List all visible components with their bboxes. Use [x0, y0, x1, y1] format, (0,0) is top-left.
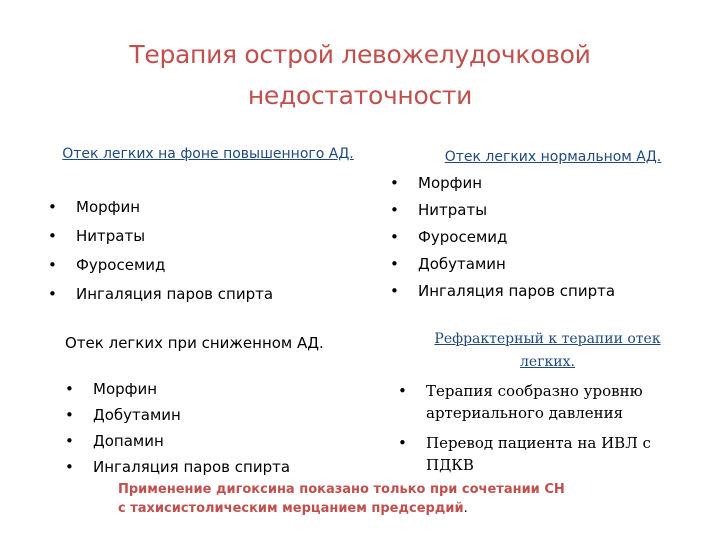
slide-title: Терапия острой левожелудочковой недостаточности: [129, 40, 591, 110]
list-item: • Ингаляция паров спирта: [48, 280, 348, 309]
section-low-bp: [65, 333, 365, 354]
bullet-icon: •: [390, 201, 399, 219]
list-item: • Добутамин: [65, 402, 365, 428]
list-normal-bp: [390, 170, 700, 305]
bullet-icon: •: [390, 228, 399, 246]
list-item: • Допамин: [65, 428, 365, 454]
list-item: • Добутамин: [390, 251, 700, 278]
bullet-icon: •: [48, 285, 57, 303]
section-heading: Отек легких на фоне повышенного АД.: [62, 146, 354, 162]
bullet-icon: •: [390, 282, 399, 300]
list-item: • Нитраты: [390, 197, 700, 224]
bullet-icon: •: [65, 458, 74, 476]
section-heading: Отек легких нормальном АД.: [444, 149, 662, 165]
digoxin-note: Применение дигоксина показано только при сочетании СН с тахисистолическим мерцанием предсердий.: [118, 482, 565, 516]
list-item: • Морфин: [390, 170, 700, 197]
bullet-icon: •: [390, 255, 399, 273]
bullet-icon: •: [48, 198, 57, 216]
list-item: • Перевод пациента на ИВЛ с ПДКВ: [398, 434, 651, 474]
list-item: • Нитраты: [48, 222, 348, 251]
list-item: • Ингаляция паров спирта: [65, 454, 365, 480]
list-high-bp: [48, 193, 348, 309]
section-refractory: [405, 328, 690, 374]
list-item: • Фуросемид: [48, 251, 348, 280]
bullet-icon: •: [398, 382, 407, 400]
bullet-icon: •: [65, 406, 74, 424]
bullet-icon: •: [48, 227, 57, 245]
bullet-icon: •: [48, 256, 57, 274]
bullet-icon: •: [65, 380, 74, 398]
bullet-icon: •: [398, 434, 407, 452]
list-item: • Ингаляция паров спирта: [390, 278, 700, 305]
bullet-icon: •: [65, 432, 74, 450]
section-normal-bp: [408, 145, 698, 170]
list-item: • Морфин: [65, 376, 365, 402]
section-heading: Рефрактерный к терапии отек легких.: [434, 331, 661, 370]
list-item: • Морфин: [48, 193, 348, 222]
list-low-bp: [65, 376, 365, 480]
list-refractory: [398, 380, 688, 484]
bullet-icon: •: [390, 174, 399, 192]
section-heading: Отек легких при сниженном АД.: [65, 334, 324, 352]
list-item: • Терапия сообразно уровню артериального давления: [398, 382, 643, 422]
section-high-bp: [58, 142, 358, 167]
list-item: • Фуросемид: [390, 224, 700, 251]
